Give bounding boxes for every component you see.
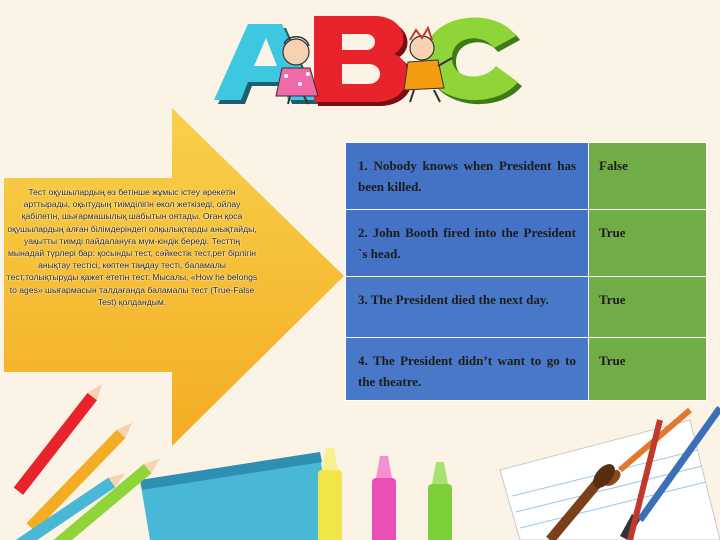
question-cell: 3. The President died the next day. [346, 277, 589, 338]
colored-pencils-illustration [1, 380, 164, 540]
table-row [346, 210, 707, 277]
arrow-description-text: Тест оқушылардың өз бетінше жұмыс істеу әрекетін арттырады, оқытудың тиімділігін өкол жеткізеді, ойлау қабілетін, шығармашылық шабытын оятады. Оған қоса оқушылардың алған білімдеріндегі олқылықтарды анықтайды, уақытты тиімді пайдалануға мүм-кіндік береді. Тесттің мынадай түрлері бар: қосынды тест, сәйкестік тест,рет бірлігін анықтау тестісі, көптен таңдау тесті, баламалы тест,толықтыруды қажет ететін тест. Мысалы, «How he belongs to ages» шығармасын талдағанда баламалы тест (True-False Test) қолдандым. [6, 187, 258, 307]
blue-notebook-illustration [140, 452, 330, 540]
answer-cell: True [589, 338, 707, 401]
answer-cell: False [589, 143, 707, 210]
letter-a-text: A [265, 97, 267, 99]
answer-cell: True [589, 210, 707, 277]
question-cell: 4. The President didn’t want to go to the theatre. [346, 338, 589, 401]
question-cell: 2. John Booth fired into the President `s head. [346, 210, 589, 277]
question-cell: 1. Nobody knows when President has been killed. [346, 143, 589, 210]
table-row [346, 338, 707, 401]
table-row [346, 277, 707, 338]
table-row [346, 143, 707, 210]
answer-cell: True [589, 277, 707, 338]
true-false-table [345, 142, 707, 401]
markers-illustration [318, 448, 452, 540]
